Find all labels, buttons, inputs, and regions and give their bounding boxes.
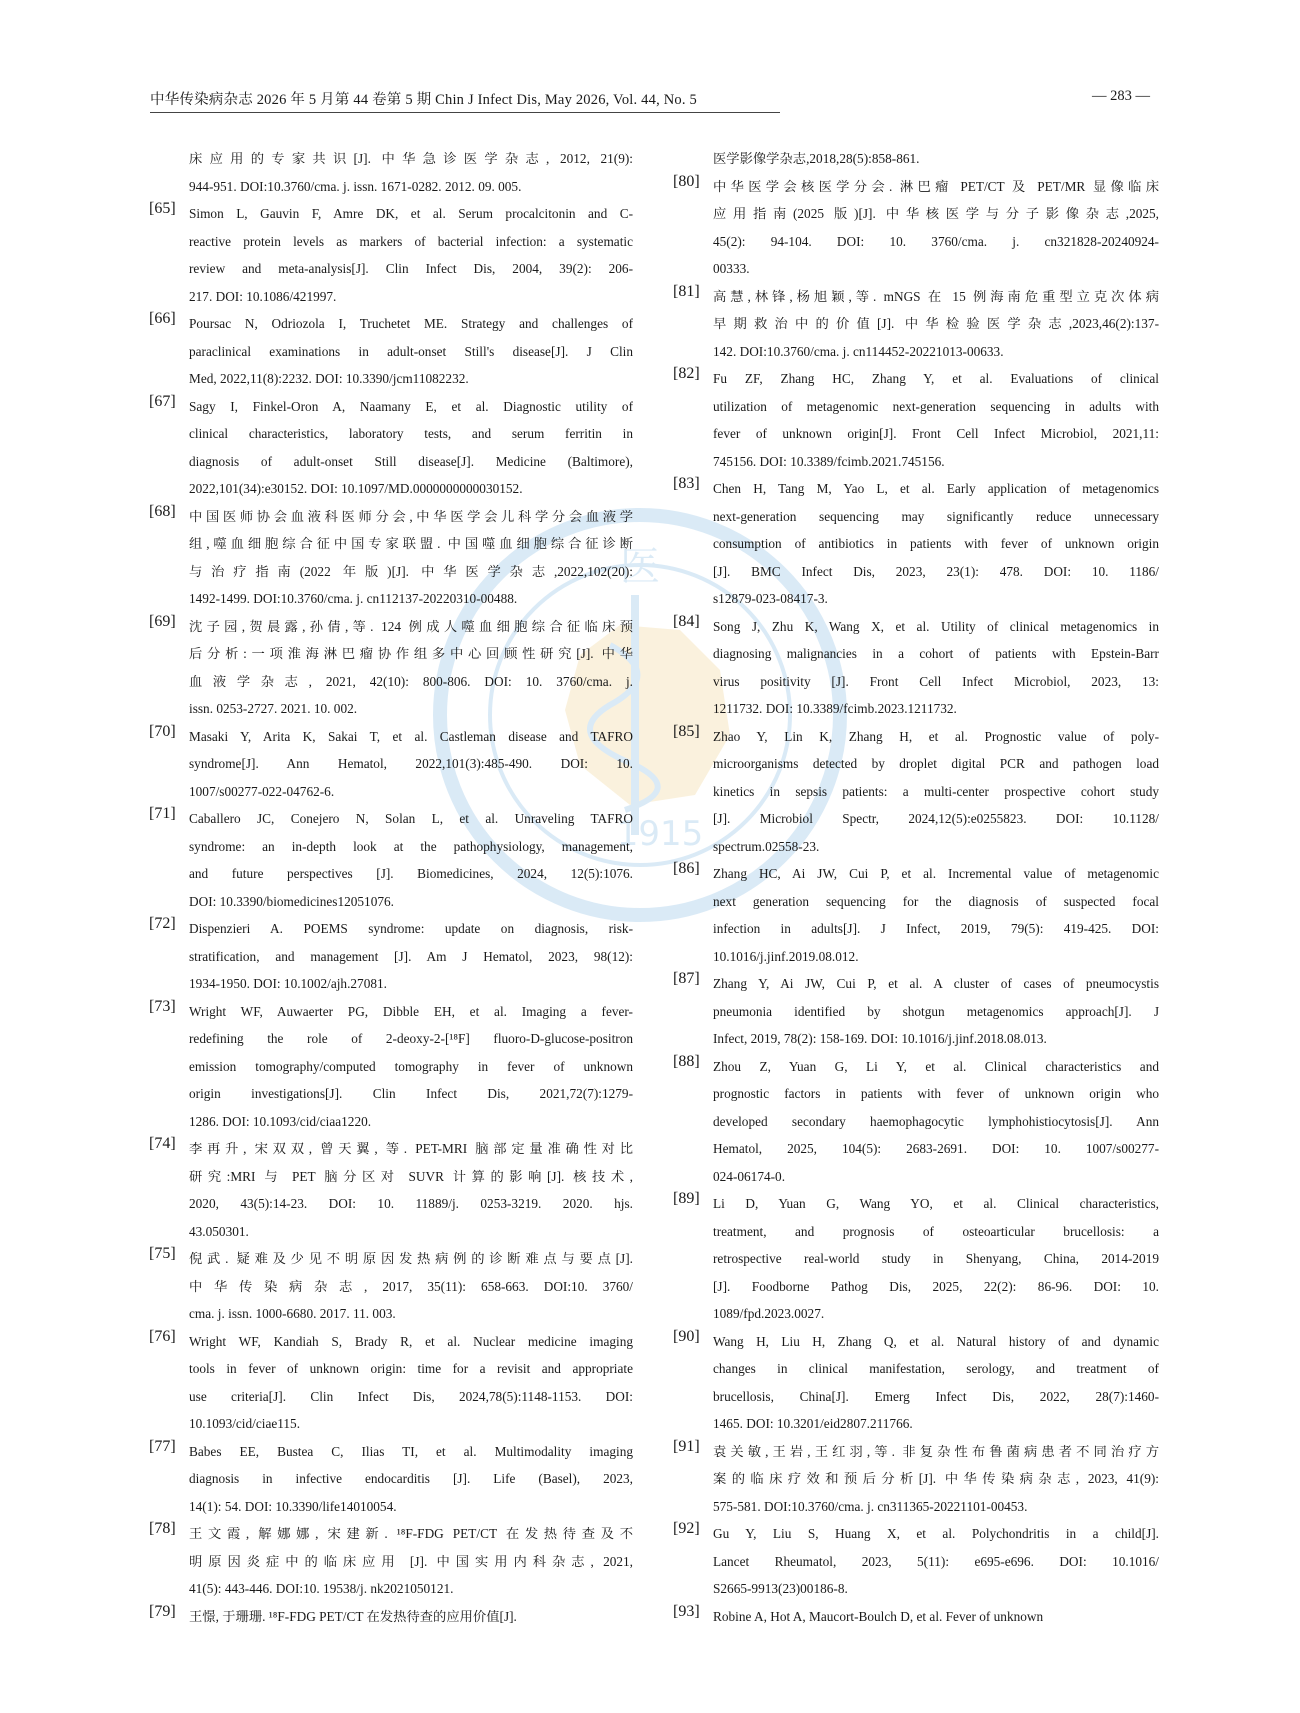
reference-line: Wright WF, Auwaerter PG, Dibble EH, et al. Imaging a fever-	[189, 1003, 633, 1019]
reference-item	[149, 145, 633, 200]
reference-line: infection in adults[J]. J Infect, 2019, 79(5): 419-425. DOI:	[713, 921, 1159, 936]
reference-line: 10.1093/cid/ciae115.	[189, 1416, 301, 1431]
reference-item	[149, 723, 633, 806]
reference-line: Lancet Rheumatol, 2023, 5(11): e695-e696. DOI: 10.1016/	[713, 1553, 1159, 1569]
reference-item	[673, 173, 1159, 283]
reference-line: Hematol, 2025, 104(5): 2683-2691. DOI: 10. 1007/s00277-	[713, 1141, 1159, 1156]
reference-line: [J]. Microbiol Spectr, 2024,12(5):e0255823. DOI: 10.1128/	[713, 811, 1159, 826]
reference-line: 明原因炎症中的临床应用 [J]. 中国实用内科杂志, 2021,	[189, 1553, 633, 1569]
reference-item	[673, 145, 1159, 173]
reference-item	[673, 1603, 1159, 1631]
reference-line: 944-951. DOI:10.3760/cma. j. issn. 1671-0282. 2012. 09. 005.	[189, 178, 522, 194]
reference-line: fever of unknown origin[J]. Front Cell Infect Microbiol, 2021,11:	[713, 426, 1159, 441]
reference-line: 王憬, 于珊珊. ¹⁸F-FDG PET/CT 在发热待查的应用价值[J].	[189, 1608, 517, 1624]
reference-line: Robine A, Hot A, Maucort-Boulch D, et al. Fever of unknown	[713, 1608, 1044, 1624]
reference-line: Zhao Y, Lin K, Zhang H, et al. Prognostic value of poly-	[713, 728, 1159, 744]
reference-line: diagnosing malignancies in a cohort of patients with Epstein-Barr	[713, 646, 1159, 661]
reference-item	[149, 613, 633, 723]
reference-number: [76]	[149, 1327, 176, 1345]
reference-number: [82]	[673, 365, 700, 382]
reference-line: virus positivity [J]. Front Cell Infect Microbiol, 2023, 13:	[713, 673, 1159, 689]
reference-number: [92]	[673, 1520, 700, 1537]
reference-item	[149, 805, 633, 915]
reference-line: treatment, and prognosis of osteoarticular brucellosis: a	[713, 1223, 1159, 1239]
reference-item	[673, 723, 1159, 861]
reference-item	[149, 998, 633, 1136]
reference-line: review and meta-analysis[J]. Clin Infect Dis, 2004, 39(2): 206-	[189, 261, 633, 276]
reference-line: 后分析:一项淮海淋巴瘤协作组多中心回顾性研究[J]. 中华	[189, 646, 633, 661]
reference-line: kinetics in sepsis patients: a multi-center prospective cohort study	[713, 783, 1159, 799]
reference-line: 14(1): 54. DOI: 10.3390/life14010054.	[189, 1498, 397, 1514]
reference-line: 2022,101(34):e30152. DOI: 10.1097/MD.0000000000030152.	[189, 481, 523, 496]
reference-number: [71]	[149, 805, 176, 822]
reference-line: Infect, 2019, 78(2): 158-169. DOI: 10.1016/j.jinf.2018.08.013.	[713, 1031, 1047, 1046]
reference-line: changes in clinical manifestation, serology, and treatment of	[713, 1361, 1159, 1376]
reference-line: diagnosis of adult-onset Still disease[J]. Medicine (Baltimore),	[189, 453, 633, 469]
reference-line: 应用指南(2025 版)[J]. 中华核医学与分子影像杂志,2025,	[713, 206, 1159, 221]
reference-item	[149, 393, 633, 503]
reference-line: 43.050301.	[189, 1223, 249, 1239]
reference-line: Chen H, Tang M, Yao L, et al. Early application of metagenomics	[713, 481, 1159, 496]
reference-line: Dispenzieri A. POEMS syndrome: update on diagnosis, risk-	[189, 921, 633, 936]
reference-line: Gu Y, Liu S, Huang X, et al. Polychondritis in a child[J].	[713, 1526, 1159, 1541]
reference-line: 1007/s00277-022-04762-6.	[189, 783, 335, 799]
reference-line: retrospective real-world study in Shenyang, China, 2014-2019	[713, 1251, 1159, 1266]
reference-line: Med, 2022,11(8):2232. DOI: 10.3390/jcm11082232.	[189, 371, 469, 386]
reference-line: syndrome[J]. Ann Hematol, 2022,101(3):485-490. DOI: 10.	[189, 756, 633, 771]
reference-line: 41(5): 443-446. DOI:10. 19538/j. nk2021050121.	[189, 1581, 454, 1596]
reference-line: 024-06174-0.	[713, 1168, 786, 1184]
reference-line: stratification, and management [J]. Am J Hematol, 2023, 98(12):	[189, 948, 633, 964]
reference-line: and future perspectives [J]. Biomedicines, 2024, 12(5):1076.	[189, 866, 633, 881]
reference-number: [80]	[673, 172, 700, 190]
reference-line: Wang H, Liu H, Zhang Q, et al. Natural history of and dynamic	[713, 1333, 1159, 1349]
reference-item	[673, 613, 1159, 723]
reference-line: syndrome: an in-depth look at the pathophysiology, management,	[189, 838, 633, 854]
reference-item	[673, 1328, 1159, 1438]
reference-number: [65]	[149, 200, 176, 217]
reference-line: paraclinical examinations in adult-onset Still's disease[J]. J Clin	[189, 343, 633, 359]
reference-line: Babes EE, Bustea C, Ilias TI, et al. Multimodality imaging	[189, 1443, 633, 1459]
reference-line: 745156. DOI: 10.3389/fcimb.2021.745156.	[713, 453, 945, 469]
reference-line: 中华医学会核医学分会. 淋巴瘤 PET/CT 及 PET/MR 显像临床	[713, 178, 1159, 194]
reference-number: [69]	[149, 612, 176, 630]
reference-number: [86]	[673, 860, 700, 877]
references-left-column	[149, 145, 633, 1630]
reference-line: Li D, Yuan G, Wang YO, et al. Clinical characteristics,	[713, 1196, 1159, 1211]
reference-line: Simon L, Gauvin F, Amre DK, et al. Serum procalcitonin and C-	[189, 206, 633, 221]
reference-item	[149, 1520, 633, 1603]
reference-line: Wright WF, Kandiah S, Brady R, et al. Nuclear medicine imaging	[189, 1333, 633, 1349]
reference-item	[673, 283, 1159, 366]
reference-line: origin investigations[J]. Clin Infect Dis, 2021,72(7):1279-	[189, 1086, 633, 1101]
reference-line: Zhang Y, Ai JW, Cui P, et al. A cluster of cases of pneumocystis	[713, 976, 1159, 991]
watermark-year: 1915	[616, 814, 704, 854]
reference-line: Zhou Z, Yuan G, Li Y, et al. Clinical characteristics and	[713, 1058, 1159, 1074]
reference-line: 袁关敏,王岩,王红羽,等. 非复杂性布鲁菌病患者不同治疗方	[713, 1443, 1159, 1459]
reference-line: 医学影像学杂志,2018,28(5):858-861.	[713, 151, 920, 166]
reference-line: 10.1016/j.jinf.2019.08.012.	[713, 948, 859, 964]
reference-line: 高慧,林锋,杨旭颖,等. mNGS 在 15 例海南危重型立克次体病	[713, 288, 1159, 304]
reference-line: Masaki Y, Arita K, Sakai T, et al. Castleman disease and TAFRO	[189, 728, 633, 744]
reference-line: Caballero JC, Conejero N, Solan L, et al. Unraveling TAFRO	[189, 811, 633, 826]
header-rule	[150, 112, 780, 113]
reference-number: [85]	[673, 722, 700, 740]
reference-line: issn. 0253-2727. 2021. 10. 002.	[189, 701, 358, 716]
reference-number: [87]	[673, 970, 700, 987]
reference-number: [93]	[673, 1602, 700, 1620]
reference-number: [91]	[673, 1437, 700, 1455]
reference-line: 1286. DOI: 10.1093/cid/ciaa1220.	[189, 1113, 372, 1129]
reference-line: S2665-9913(23)00186-8.	[713, 1581, 848, 1596]
reference-item	[673, 1190, 1159, 1328]
reference-line: 组,噬血细胞综合征中国专家联盟. 中国噬血细胞综合征诊断	[189, 536, 633, 551]
reference-line: 血液学杂志, 2021, 42(10): 800-806. DOI: 10. 3760/cma. j.	[189, 673, 633, 689]
reference-item	[673, 1520, 1159, 1603]
reference-number: [66]	[149, 310, 176, 327]
reference-item	[673, 970, 1159, 1053]
reference-number: [79]	[149, 1602, 176, 1620]
reference-line: 李再升, 宋双双, 曾天翼, 等. PET-MRI 脑部定量准确性对比	[189, 1141, 633, 1156]
reference-line: Song J, Zhu K, Wang X, et al. Utility of clinical metagenomics in	[713, 618, 1159, 634]
reference-line: redefining the role of 2-deoxy-2-[¹⁸F] fluoro-D-glucose-positron	[189, 1031, 633, 1046]
reference-item	[149, 1438, 633, 1521]
reference-line: 1089/fpd.2023.0027.	[713, 1306, 825, 1321]
references-right-column	[673, 145, 1159, 1630]
reference-line: s12879-023-08417-3.	[713, 591, 828, 606]
reference-number: [74]	[149, 1135, 176, 1152]
reference-line: microorganisms detected by droplet digital PCR and pathogen load	[713, 756, 1159, 771]
reference-item	[149, 1603, 633, 1631]
running-header	[150, 88, 1150, 110]
reference-line: 1211732. DOI: 10.3389/fcimb.2023.1211732.	[713, 701, 957, 716]
reference-line: Poursac N, Odriozola I, Truchetet ME. Strategy and challenges of	[189, 316, 633, 331]
reference-line: 217. DOI: 10.1086/421997.	[189, 288, 337, 304]
reference-number: [70]	[149, 722, 176, 740]
reference-line: clinical characteristics, laboratory tests, and serum ferritin in	[189, 426, 633, 441]
reference-line: cma. j. issn. 1000-6680. 2017. 11. 003.	[189, 1306, 396, 1321]
reference-item	[673, 1438, 1159, 1521]
reference-line: DOI: 10.3390/biomedicines12051076.	[189, 893, 394, 909]
reference-line: 中国医师协会血液科医师分会,中华医学会儿科学分会血液学	[189, 508, 633, 524]
reference-line: 1492-1499. DOI:10.3760/cma. j. cn112137-20220310-00488.	[189, 591, 518, 606]
reference-line: 王文霞, 解娜娜, 宋建新. ¹⁸F-FDG PET/CT 在发热待查及不	[189, 1526, 633, 1541]
page-number: — 283 —	[1092, 88, 1150, 104]
reference-line: 床应用的专家共识[J]. 中华急诊医学杂志, 2012, 21(9):	[189, 151, 633, 166]
reference-line: reactive protein levels as markers of bacterial infection: a systematic	[189, 233, 633, 249]
reference-item	[149, 503, 633, 613]
reference-line: 45(2): 94-104. DOI: 10. 3760/cma. j. cn321828-20240924-	[713, 233, 1159, 249]
reference-item	[149, 1245, 633, 1328]
reference-line: pneumonia identified by shotgun metagenomics approach[J]. J	[713, 1003, 1159, 1019]
reference-line: 沈子园,贺晨露,孙倩,等. 124 例成人噬血细胞综合征临床预	[189, 618, 633, 634]
reference-line: developed secondary haemophagocytic lymphohistiocytosis[J]. Ann	[713, 1113, 1159, 1129]
reference-item	[149, 310, 633, 393]
reference-number: [84]	[673, 612, 700, 630]
reference-number: [72]	[149, 915, 176, 932]
reference-number: [78]	[149, 1520, 176, 1537]
reference-line: 早期救治中的价值[J]. 中华检验医学杂志,2023,46(2):137-	[713, 316, 1159, 331]
reference-line: consumption of antibiotics in patients with fever of unknown origin	[713, 536, 1159, 551]
reference-line: 1465. DOI: 10.3201/eid2807.211766.	[713, 1416, 913, 1431]
reference-line: [J]. BMC Infect Dis, 2023, 23(1): 478. DOI: 10. 1186/	[713, 563, 1159, 579]
reference-number: [89]	[673, 1190, 700, 1207]
reference-number: [83]	[673, 475, 700, 492]
reference-line: prognostic factors in patients with fever of unknown origin who	[713, 1086, 1159, 1101]
reference-item	[673, 475, 1159, 613]
reference-line: 与治疗指南(2022 年版)[J]. 中华医学杂志,2022,102(20):	[189, 563, 633, 579]
reference-number: [88]	[673, 1052, 700, 1070]
reference-item	[149, 200, 633, 310]
reference-line: next-generation sequencing may significantly reduce unnecessary	[713, 508, 1159, 524]
watermark-glyph: 医	[620, 544, 660, 590]
reference-item	[149, 915, 633, 998]
reference-line: use criteria[J]. Clin Infect Dis, 2024,78(5):1148-1153. DOI:	[189, 1388, 633, 1404]
reference-line: 1934-1950. DOI: 10.1002/ajh.27081.	[189, 976, 387, 991]
reference-item	[673, 860, 1159, 970]
reference-item	[149, 1328, 633, 1438]
reference-number: [75]	[149, 1245, 176, 1262]
reference-line: 2020, 43(5):14-23. DOI: 10. 11889/j. 0253-3219. 2020. hjs.	[189, 1196, 633, 1211]
reference-line: 倪武. 疑难及少见不明原因发热病例的诊断难点与要点[J].	[189, 1251, 633, 1266]
reference-line: tools in fever of unknown origin: time for a revisit and appropriate	[189, 1361, 633, 1376]
reference-line: 142. DOI:10.3760/cma. j. cn114452-20221013-00633.	[713, 343, 1004, 359]
reference-line: diagnosis in infective endocarditis [J]. Life (Basel), 2023,	[189, 1471, 633, 1486]
reference-line: 中华传染病杂志, 2017, 35(11): 658-663. DOI:10. 3760/	[189, 1278, 633, 1294]
reference-line: emission tomography/computed tomography in fever of unknown	[189, 1058, 633, 1074]
reference-line: spectrum.02558-23.	[713, 838, 820, 854]
reference-number: [81]	[673, 282, 700, 300]
reference-line: 00333.	[713, 261, 750, 276]
reference-line: next generation sequencing for the diagnosis of suspected focal	[713, 893, 1159, 909]
reference-number: [90]	[673, 1327, 700, 1345]
reference-item	[149, 1135, 633, 1245]
reference-line: [J]. Foodborne Pathog Dis, 2025, 22(2): 86-96. DOI: 10.	[713, 1278, 1159, 1294]
reference-line: 研究:MRI 与 PET 脑分区对 SUVR 计算的影响[J]. 核技术,	[189, 1168, 633, 1184]
reference-number: [68]	[149, 502, 176, 520]
reference-line: brucellosis, China[J]. Emerg Infect Dis, 2022, 28(7):1460-	[713, 1388, 1159, 1404]
reference-number: [67]	[149, 392, 176, 410]
reference-line: Zhang HC, Ai JW, Cui P, et al. Incremental value of metagenomic	[713, 866, 1159, 881]
reference-line: 案的临床疗效和预后分析[J]. 中华传染病杂志, 2023, 41(9):	[713, 1471, 1159, 1486]
reference-number: [77]	[149, 1437, 176, 1455]
reference-line: Fu ZF, Zhang HC, Zhang Y, et al. Evaluations of clinical	[713, 371, 1159, 386]
reference-line: utilization of metagenomic next-generation sequencing in adults with	[713, 398, 1159, 414]
reference-line: Sagy I, Finkel-Oron A, Naamany E, et al. Diagnostic utility of	[189, 398, 633, 414]
journal-citation-header: 中华传染病杂志 2026 年 5 月第 44 卷第 5 期 Chin J Infect Dis, May 2026, Vol. 44, No. 5	[150, 92, 697, 108]
reference-item	[673, 1053, 1159, 1191]
reference-item	[673, 365, 1159, 475]
reference-line: 575-581. DOI:10.3760/cma. j. cn311365-20221101-00453.	[713, 1498, 1028, 1514]
reference-number: [73]	[149, 997, 176, 1015]
